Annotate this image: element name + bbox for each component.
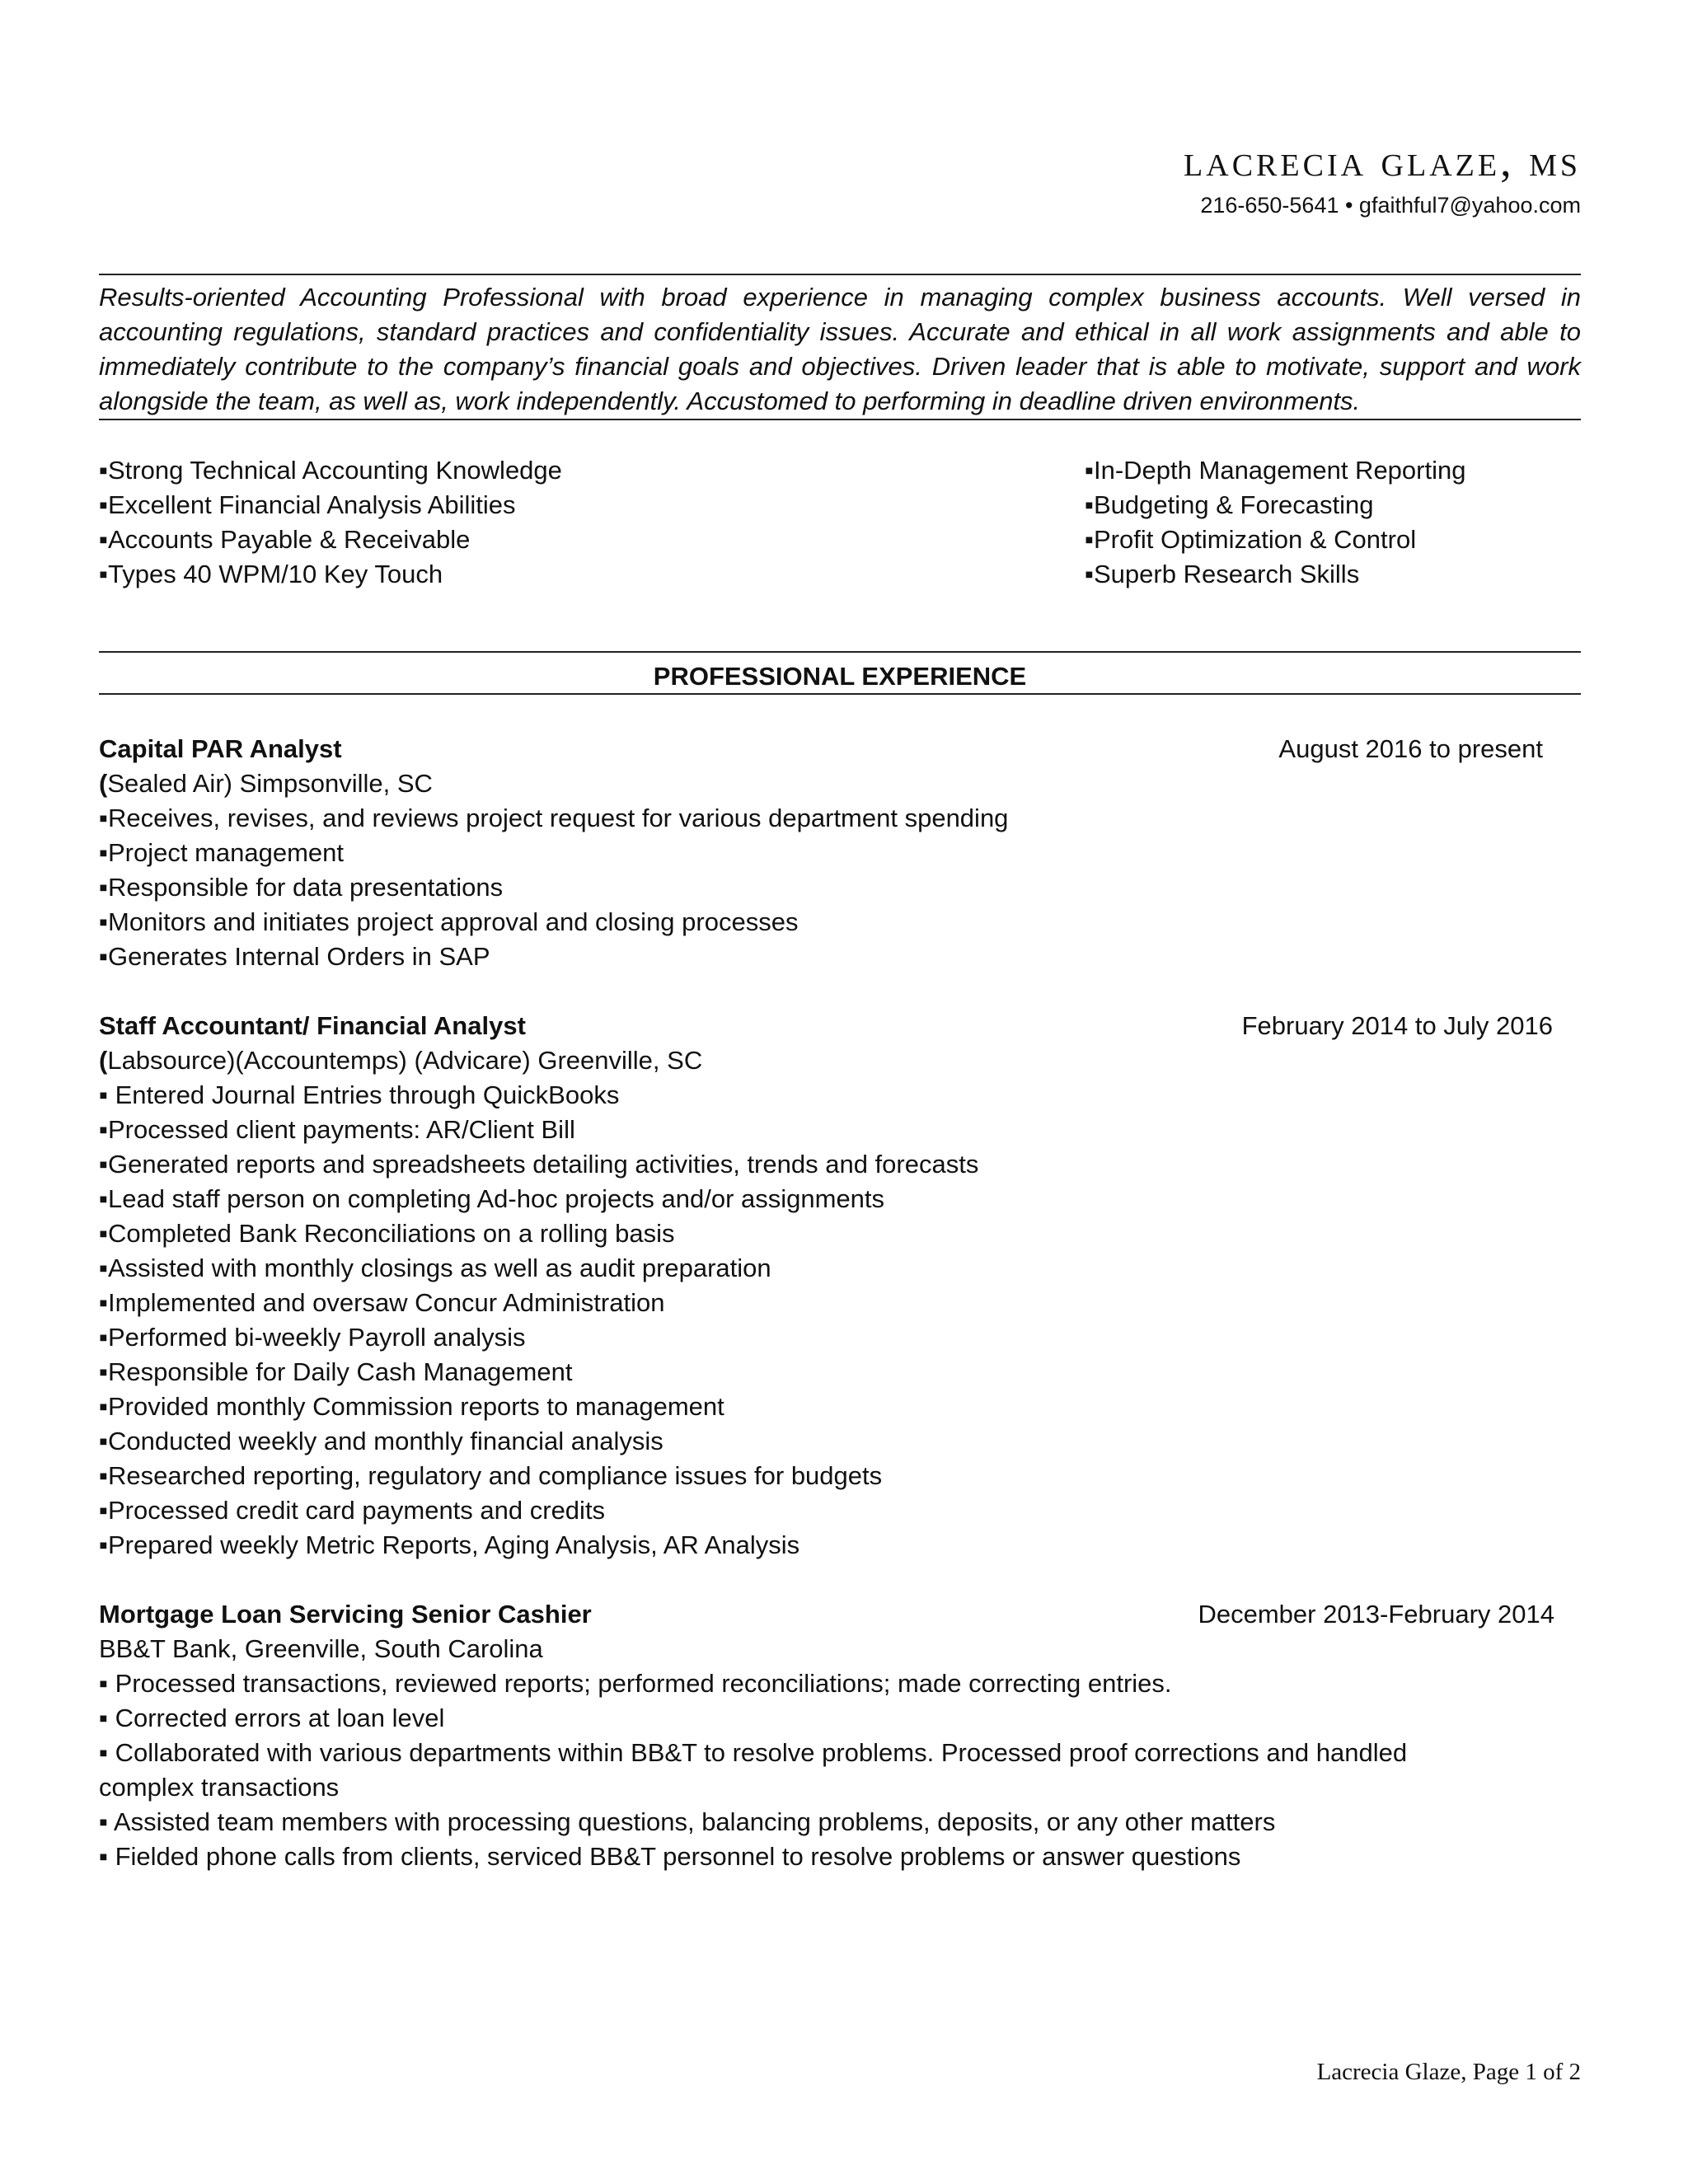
job-title: Capital PAR Analyst: [99, 734, 342, 763]
divider: [99, 419, 1581, 420]
list-item: ▪ Corrected errors at loan level: [99, 1704, 445, 1732]
job-dates: February 2014 to July 2016: [1241, 1011, 1553, 1040]
divider: [99, 651, 1581, 653]
page-footer: Lacrecia Glaze, Page 1 of 2: [1316, 2059, 1581, 2085]
list-item: ▪ Assisted team members with processing questions, balancing problems, deposits, or any other matters: [99, 1807, 1276, 1836]
org-text: Labsource)(Accountemps) (Advicare) Greenville, SC: [107, 1046, 703, 1075]
list-item: ▪Generates Internal Orders in SAP: [99, 942, 490, 971]
skill-item: ▪Strong Technical Accounting Knowledge: [99, 456, 562, 485]
list-item: ▪ Fielded phone calls from clients, serviced BB&T personnel to resolve problems or answer questions: [99, 1842, 1241, 1871]
professional-summary: Results-oriented Accounting Professional with broad experience in managing complex business accounts. Well versed in accounting regulations, standard practices and confidentiality issues. Accurate and ethical in all work assignments and able to immediately contribute to the company’s financial goals and objectives. Driven leader that is able to motivate, support and work alongside the team, as well as, work independently. Accustomed to performing in deadline driven environments.: [99, 283, 1581, 415]
list-item: ▪ Collaborated with various departments within BB&T to resolve problems. Processed proof corrections and handled complex transactions: [99, 1738, 1408, 1802]
skill-item: ▪Excellent Financial Analysis Abilities: [99, 490, 516, 519]
list-item: ▪Conducted weekly and monthly financial analysis: [99, 1427, 663, 1455]
job-organization: [99, 1632, 543, 1666]
skills-list-right: [1085, 453, 1579, 592]
list-item: ▪Monitors and initiates project approval and closing processes: [99, 907, 799, 936]
list-item: ▪Generated reports and spreadsheets detailing activities, trends and forecasts: [99, 1150, 979, 1179]
divider: [99, 274, 1581, 275]
skill-item: ▪Profit Optimization & Control: [1085, 525, 1417, 554]
job-bullet-list: [99, 801, 1581, 974]
org-text: BB&T Bank, Greenville, South Carolina: [99, 1634, 543, 1663]
resume-page: [99, 0, 1581, 2184]
job-entry: [99, 732, 1581, 979]
skills-list-left: [99, 453, 923, 592]
list-item: ▪ Entered Journal Entries through QuickBooks: [99, 1080, 620, 1109]
job-entry: [99, 1597, 1581, 1910]
list-item: ▪Completed Bank Reconciliations on a rolling basis: [99, 1219, 675, 1248]
skill-item: ▪Budgeting & Forecasting: [1085, 490, 1374, 519]
job-entry: [99, 1009, 1581, 1586]
list-item: ▪Provided monthly Commission reports to management: [99, 1392, 724, 1421]
skill-item: ▪Types 40 WPM/10 Key Touch: [99, 560, 443, 588]
candidate-name: lacrecia glaze, ms: [1184, 136, 1581, 185]
list-item: ▪Project management: [99, 838, 345, 867]
list-item: ▪Assisted with monthly closings as well as audit preparation: [99, 1254, 771, 1282]
contact-info: 216-650-5641 • gfaithful7@yahoo.com: [1200, 193, 1581, 218]
job-organization: [99, 1043, 702, 1078]
job-bullet-list: [99, 1666, 1500, 1874]
list-item: ▪Performed bi-weekly Payroll analysis: [99, 1323, 526, 1352]
list-item: ▪Responsible for Daily Cash Management: [99, 1357, 573, 1386]
org-paren: (: [99, 1046, 108, 1075]
divider: [99, 693, 1581, 695]
job-bullet-list: [99, 1078, 1581, 1563]
job-dates: December 2013-February 2014: [1198, 1600, 1554, 1629]
list-item: ▪ Processed transactions, reviewed reports; performed reconciliations; made correcting entries.: [99, 1669, 1172, 1698]
job-dates: August 2016 to present: [1278, 734, 1543, 763]
skill-item: ▪Accounts Payable & Receivable: [99, 525, 471, 554]
org-paren: (: [99, 769, 108, 798]
list-item: ▪Prepared weekly Metric Reports, Aging Analysis, AR Analysis: [99, 1530, 800, 1559]
list-item: ▪Researched reporting, regulatory and compliance issues for budgets: [99, 1461, 883, 1490]
list-item: ▪Receives, revises, and reviews project request for various department spending: [99, 804, 1009, 832]
list-item: ▪Responsible for data presentations: [99, 873, 504, 902]
list-item: ▪Processed credit card payments and credits: [99, 1496, 606, 1525]
job-title: Mortgage Loan Servicing Senior Cashier: [99, 1600, 592, 1629]
org-text: Sealed Air) Simpsonville, SC: [107, 769, 433, 798]
list-item: ▪Processed client payments: AR/Client Bill: [99, 1115, 575, 1144]
list-item: ▪Implemented and oversaw Concur Administration: [99, 1288, 665, 1317]
list-item: ▪Lead staff person on completing Ad-hoc projects and/or assignments: [99, 1184, 885, 1213]
skill-item: ▪Superb Research Skills: [1085, 560, 1360, 588]
job-organization: [99, 766, 433, 801]
section-heading: PROFESSIONAL EXPERIENCE: [653, 662, 1027, 691]
skill-item: ▪In-Depth Management Reporting: [1085, 456, 1466, 485]
job-title: Staff Accountant/ Financial Analyst: [99, 1011, 526, 1040]
